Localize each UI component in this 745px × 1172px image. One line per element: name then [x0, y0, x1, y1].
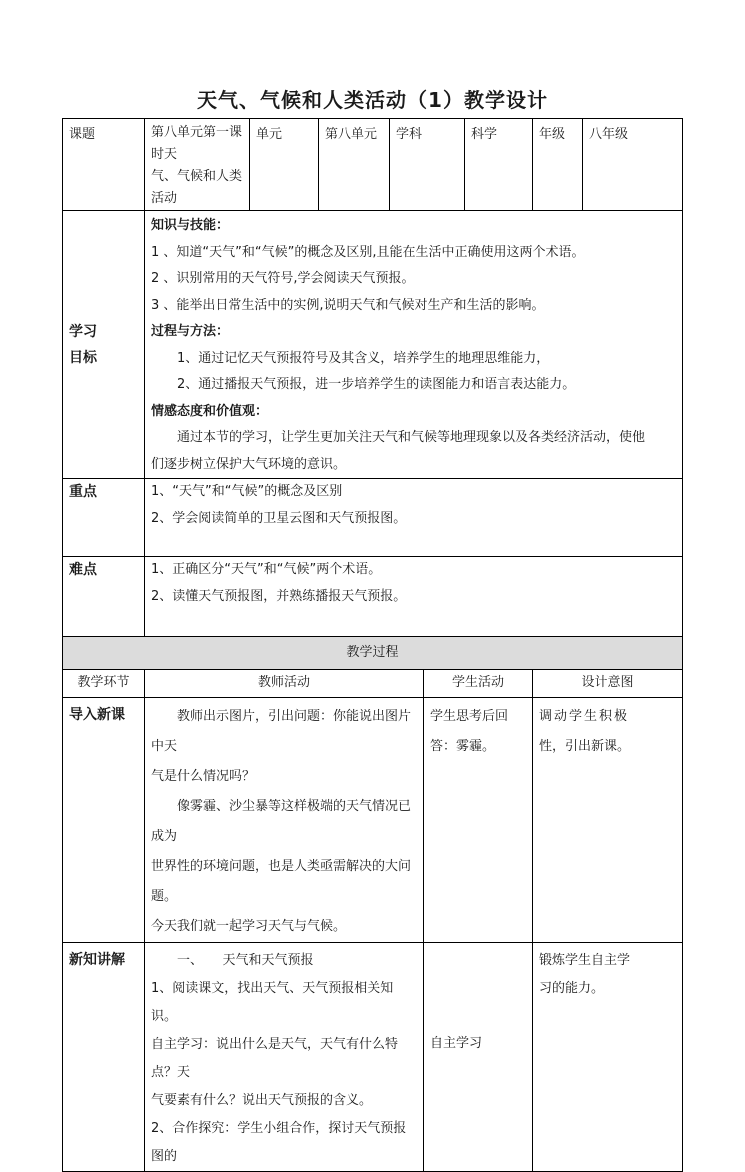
- info-row: [63, 119, 683, 211]
- course-label: 课题: [63, 119, 145, 211]
- course-value-line: 第八单元第一课时天: [151, 125, 243, 162]
- process-item: 2、通过播报天气预报，进一步培养学生的读图能力和语言表达能力。: [177, 377, 576, 392]
- teacher-line: 像雾霾、沙尘暴等这样极端的天气情况已成为: [151, 799, 412, 844]
- key-points-label: 重点: [63, 479, 145, 557]
- subject-label: 学科: [390, 119, 465, 211]
- attitude-line: 们逐步树立保护大气环境的意识。: [151, 456, 347, 472]
- student-activity-new-knowledge: [424, 943, 533, 1172]
- process-columns-row: [63, 670, 683, 698]
- grade-value: 八年级: [583, 119, 683, 211]
- key-points-content: [145, 479, 683, 557]
- objectives-row: [63, 211, 683, 479]
- subject-value: 科学: [465, 119, 533, 211]
- grade-label: 年级: [533, 119, 583, 211]
- teacher-activity-intro: [145, 698, 424, 943]
- course-value-line: 气、气候和人类活动: [151, 169, 243, 206]
- student-line: 自主学习: [430, 1036, 483, 1051]
- process-header-row: [63, 637, 683, 670]
- knowledge-item: 3 、能举出日常生活中的实例,说明天气和气候对生产和生活的影响。: [151, 297, 545, 313]
- student-line: 学生思考后回: [430, 709, 509, 724]
- teacher-line: 教师出示图片，引出问题：你能说出图片中天: [151, 709, 412, 754]
- objectives-label-line: 学习: [69, 323, 97, 340]
- key-points-row: [63, 479, 683, 557]
- intent-line: 调动学生积极: [539, 709, 630, 724]
- difficulties-content: [145, 557, 683, 637]
- key-point-item: 1、“天气”和“气候”的概念及区别: [151, 484, 343, 499]
- teacher-line: 气是什么情况吗？: [151, 769, 256, 784]
- difficulty-item: 2、读懂天气预报图，并熟练播报天气预报。: [151, 588, 407, 604]
- process-row-intro: [63, 698, 683, 943]
- objectives-label-line: 目标: [69, 349, 97, 366]
- process-row-new-knowledge: [63, 943, 683, 1172]
- attitude-line: 通过本节的学习，让学生更加关注天气和气候等地理现象以及各类经济活动，使他: [177, 430, 646, 445]
- teacher-line: 今天我们就一起学习天气与气候。: [151, 919, 347, 934]
- student-line: 答：雾霾。: [430, 739, 496, 754]
- teacher-line: 1、阅读课文，找出天气、天气预报相关知识。: [151, 981, 394, 1024]
- objectives-label: [63, 211, 145, 479]
- intent-line: 锻炼学生自主学: [539, 953, 631, 968]
- knowledge-title: 知识与技能：: [151, 218, 230, 233]
- stage-new-knowledge: 新知讲解: [63, 943, 145, 1172]
- intent-new-knowledge: [533, 943, 683, 1172]
- teacher-activity-new-knowledge: [145, 943, 424, 1172]
- lesson-plan-table: [62, 118, 683, 1172]
- difficulties-row: [63, 557, 683, 637]
- teacher-line: 世界性的环境问题，也是人类亟需解决的大问题。: [151, 859, 412, 904]
- column-header-intent: 设计意图: [533, 670, 683, 698]
- attitude-title: 情感态度和价值观：: [151, 403, 269, 419]
- teacher-line: 气要素有什么？说出天气预报的含义。: [151, 1093, 373, 1108]
- intent-line: 习的能力。: [539, 981, 605, 996]
- unit-value: 第八单元: [319, 119, 390, 211]
- column-header-teacher: 教师活动: [145, 670, 424, 698]
- column-header-student: 学生活动: [424, 670, 533, 698]
- process-header: 教学过程: [63, 637, 683, 670]
- process-item: 1、通过记忆天气预报符号及其含义，培养学生的地理思维能力，: [177, 350, 550, 366]
- key-point-item: 2、学会阅读简单的卫星云图和天气预报图。: [151, 510, 407, 526]
- unit-label: 单元: [250, 119, 319, 211]
- intent-intro: [533, 698, 683, 943]
- teacher-line: 自主学习：说出什么是天气，天气有什么特点？天: [151, 1037, 399, 1080]
- course-value: [145, 119, 250, 211]
- stage-intro: 导入新课: [63, 698, 145, 943]
- difficulty-item: 1、正确区分“天气”和“气候”两个术语。: [151, 562, 382, 577]
- column-header-stage: 教学环节: [63, 670, 145, 698]
- teacher-line: 一、 天气和天气预报: [177, 953, 314, 968]
- difficulties-label: 难点: [63, 557, 145, 637]
- intent-line: 性，引出新课。: [539, 739, 631, 754]
- document-title: 天气、气候和人类活动（1）教学设计: [197, 88, 548, 112]
- process-title: 过程与方法：: [151, 324, 230, 339]
- teacher-line: 2、合作探究：学生小组合作，探讨天气预报图的: [151, 1121, 407, 1164]
- knowledge-item: 2 、识别常用的天气符号,学会阅读天气预报。: [151, 271, 415, 286]
- student-activity-intro: [424, 698, 533, 943]
- knowledge-item: 1 、知道“天气”和“气候”的概念及区别,且能在生活中正确使用这两个术语。: [151, 244, 585, 260]
- objectives-content: [145, 211, 683, 479]
